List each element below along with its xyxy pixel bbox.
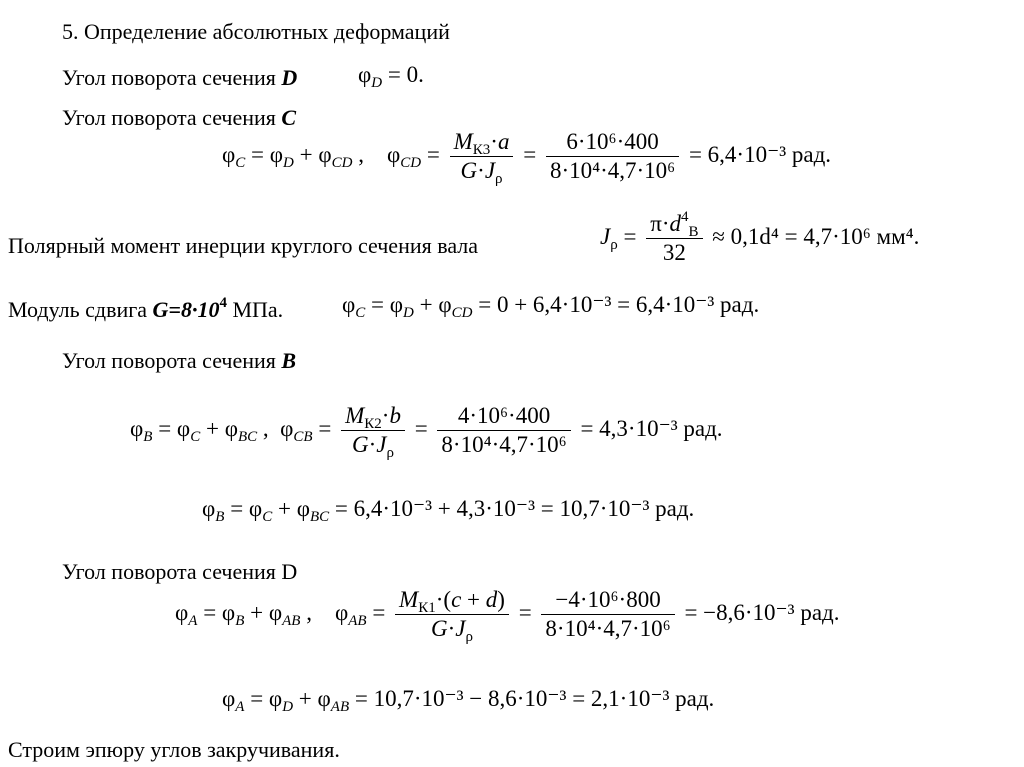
heading-section-d: Угол поворота сечения D: [62, 65, 298, 90]
formula-phi-c-sum: $\varphi_C = \varphi_D + \varphi_{CD} = 0 + 6,4\cdot 10^{-3} = 6,4\cdot 10^{-3}$ рад.: [342, 292, 760, 321]
section-title: 5. Определение абсолютных деформаций: [62, 19, 450, 44]
heading-section-d-2: Угол поворота сечения D: [62, 559, 298, 584]
formula-phi-b-sum: $\varphi_B = \varphi_C + \varphi_{BC} = 6,4\cdot 10^{-3} + 4,3\cdot 10^{-3} = 10,7\cdot 10^{-3}$ рад.: [202, 496, 695, 525]
heading-section-b: Угол поворота сечения B: [62, 348, 297, 373]
heading-polar-moment: Полярный момент инерции круглого сечения вала: [8, 233, 479, 258]
formula-phi-a-sum: $\varphi_A = \varphi_D + \varphi_{AB} = 10,7\cdot 10^{-3} - 8,6\cdot 10^{-3} = 2,1\cdot 10^{-3}$ рад.: [222, 686, 715, 715]
formula-polar-moment: $J_\rho$ = $\pi\cdot d^4_В$ 32 ≈ 0,1d⁴ = 4,7·10⁶ мм⁴.: [600, 209, 920, 265]
closing-text: Строим эпюру углов закручивания.: [8, 737, 340, 762]
formula-phi-cb: $\varphi_B = \varphi_C + \varphi_{BC}$ , $\varphi_{CB}$ = $M_{К2}\cdot b$ $G\cdot J_\rho$ = $\frac{\text{4·10⁶·400}}{\text{8·10⁴·4,7·10⁶}}$ = 4,3·10⁻³ рад.: [130, 403, 723, 461]
formula-phi-ab: $\varphi_A = \varphi_B + \varphi_{AB}$ , $\varphi_{AB}$ = $M_{К1}\cdot(c + d)$ $G\cdot J_\rho$ = $\frac{\text{−4·10⁶·800}}{\text{8·10⁴·4,7·10⁶}}$ = −8,6·10⁻³ рад.: [175, 587, 840, 645]
heading-section-c: Угол поворота сечения C: [62, 105, 297, 130]
formula-phi-d: $\varphi_D = 0$.: [358, 62, 424, 91]
heading-shear-modulus: Модуль сдвига $G=8\cdot 10^4$ МПа.: [8, 295, 284, 322]
formula-phi-c: $\varphi_C = \varphi_D + \varphi_{CD}$ , $\varphi_{CD}$ = $M_{К3}\cdot a$ $G\cdot J_\rho$ = $\frac{\text{6·10⁶·400}}{\text{8·10⁴·4,7·10⁶}}$ = 6,4·10⁻³ рад.: [222, 129, 832, 187]
